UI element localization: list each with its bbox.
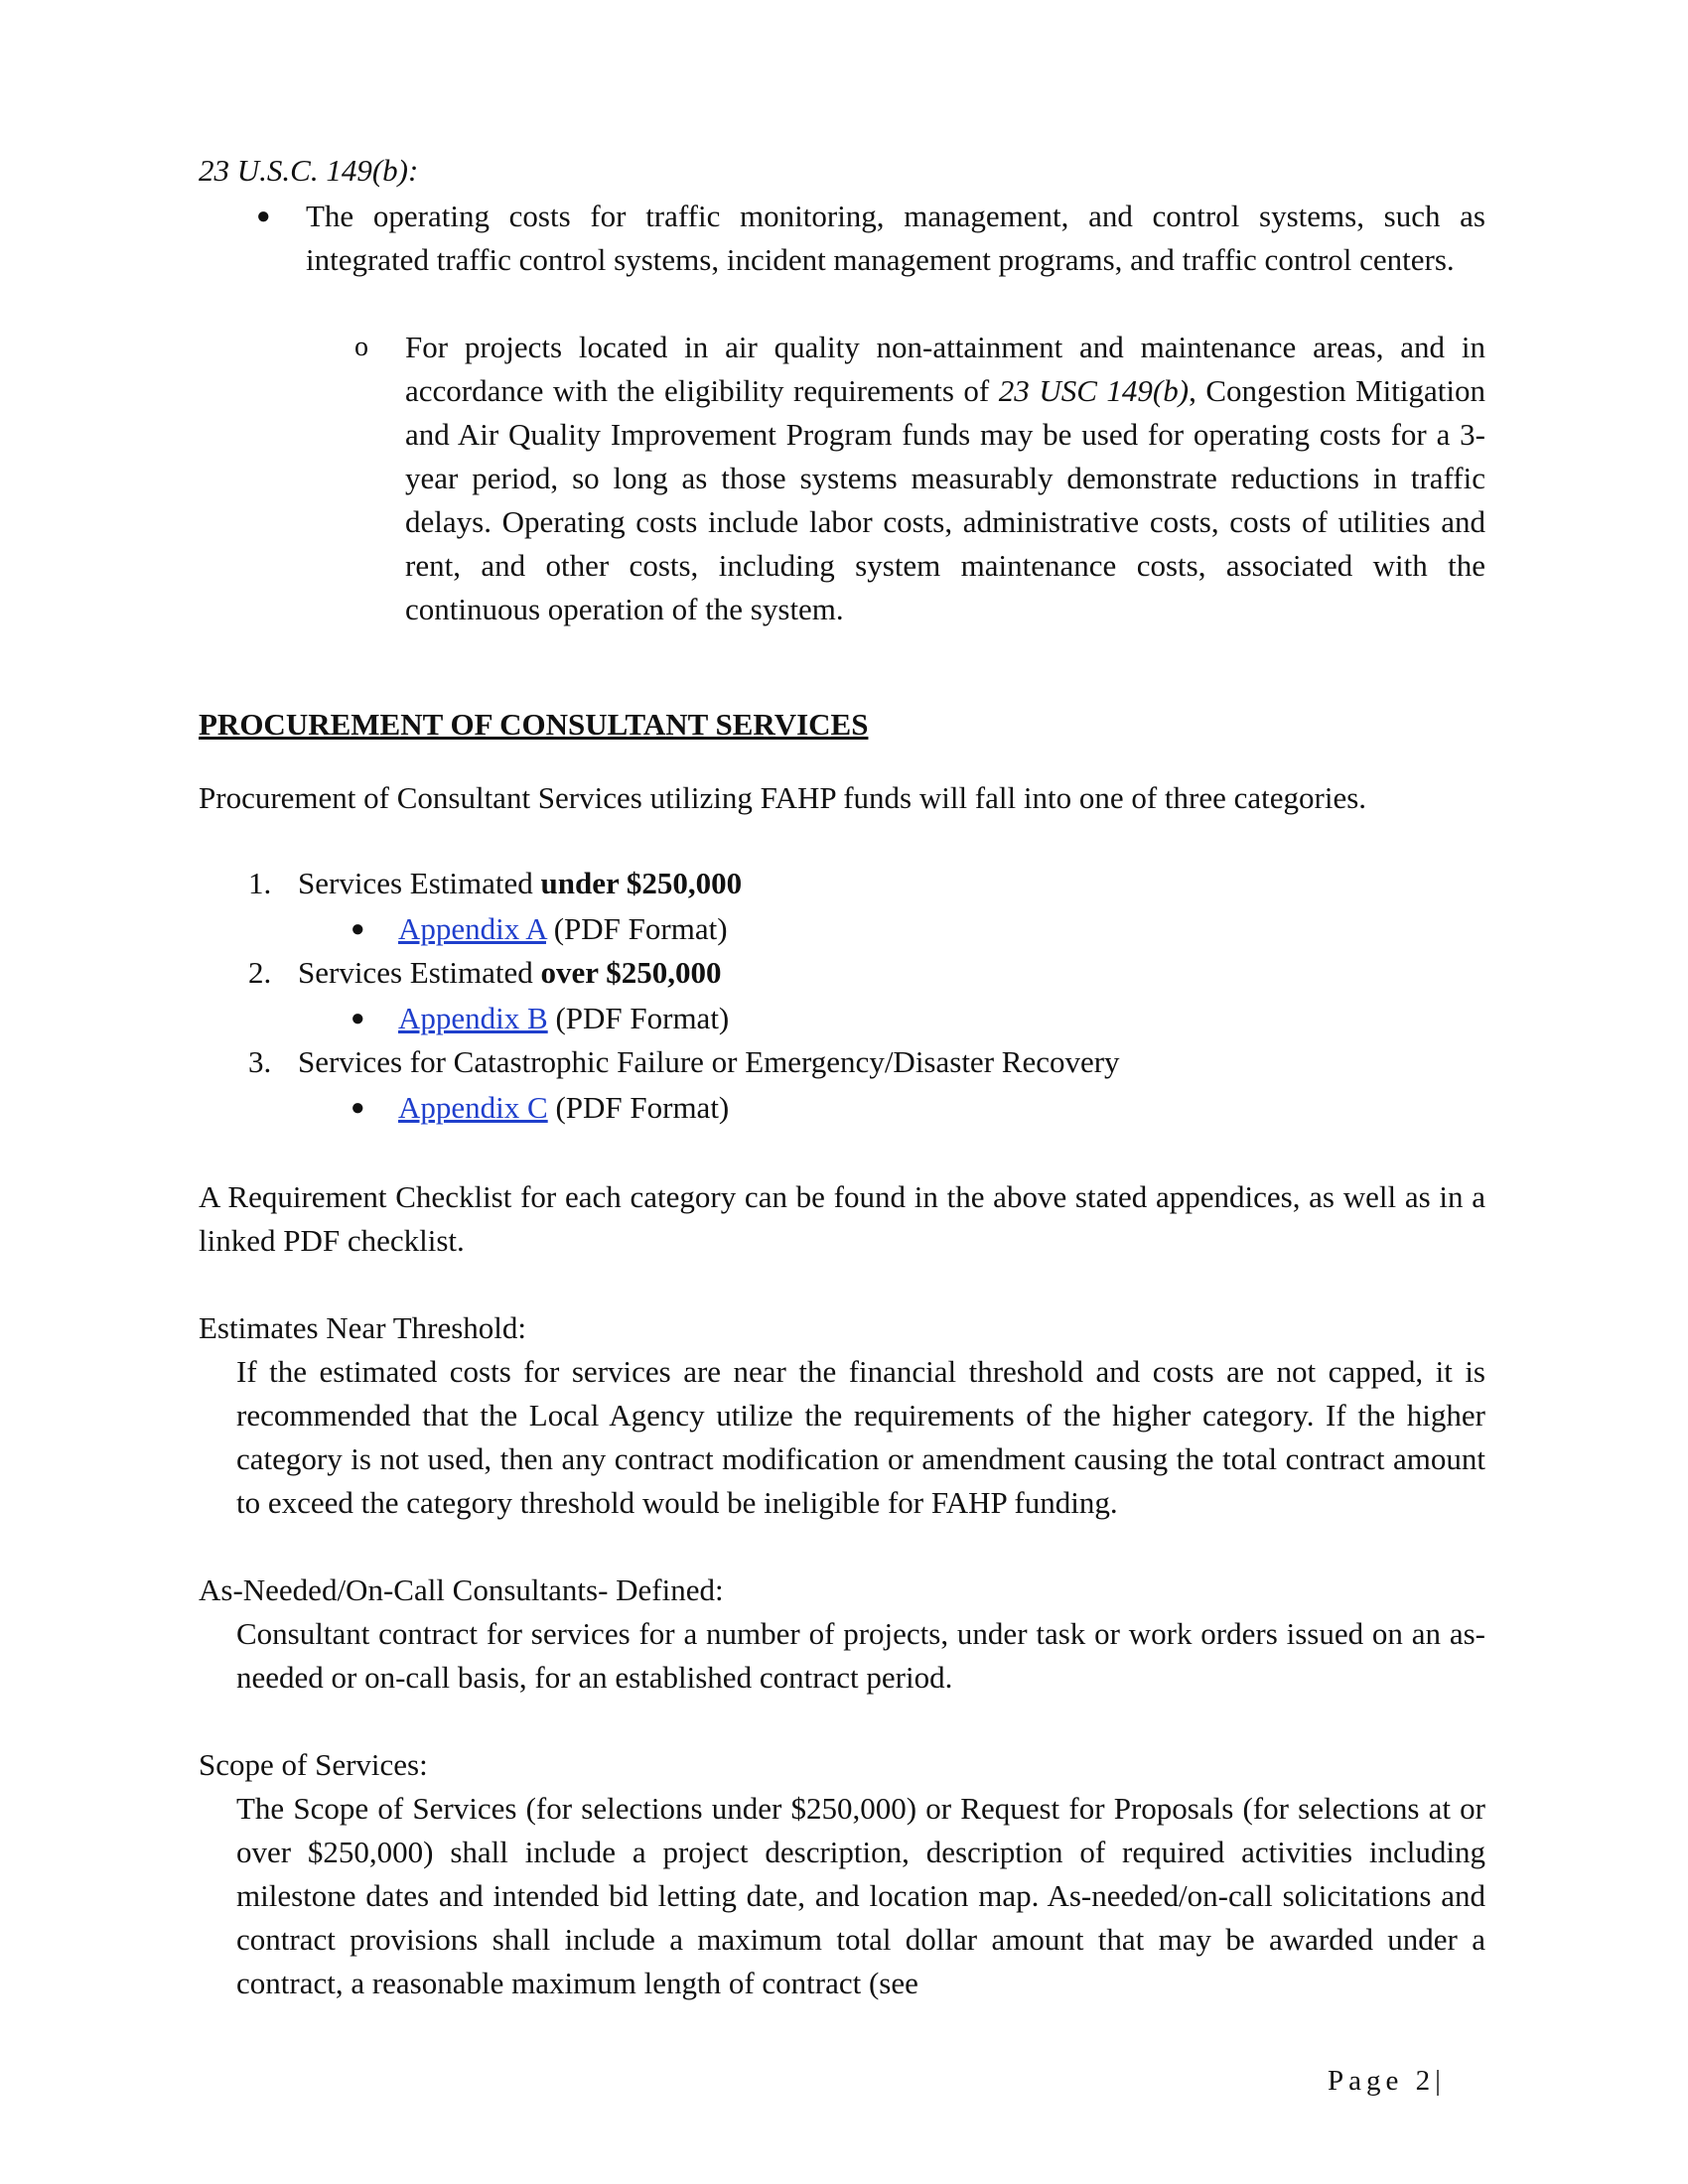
statute-reference-inline: 23 USC 149(b) bbox=[998, 373, 1190, 408]
bullet-marker: ● bbox=[351, 1006, 365, 1031]
section-intro: Procurement of Consultant Services utilizing FAHP funds will fall into one of three categories. bbox=[199, 780, 1367, 815]
sub-bullet-text-before: For projects located in air quality non-attainment and maintenance areas, and in accordance with the eligibility requirements of bbox=[405, 330, 1485, 408]
appendix-format: (PDF Format) bbox=[545, 911, 728, 946]
category-item bbox=[298, 1040, 1120, 1084]
category-number: 3. bbox=[248, 1044, 272, 1079]
category-number: 1. bbox=[248, 866, 272, 900]
appendix-c-link[interactable]: Appendix C bbox=[398, 1090, 548, 1125]
category-label: Services Estimated bbox=[298, 866, 541, 900]
section-heading: PROCUREMENT OF CONSULTANT SERVICES bbox=[199, 707, 869, 742]
appendix-item bbox=[398, 997, 729, 1040]
scope-body: The Scope of Services (for selections under $250,000) or Request for Proposals (for selections at or over $250,000) shall include a project description, description of required activities including milestone dates and intended bid letting date, and location map. As-needed/on-call solicitations and contract provisions shall include a maximum total dollar amount that may be awarded under a contract, a reasonable maximum length of contract (see bbox=[236, 1791, 1485, 2000]
category-item bbox=[298, 862, 742, 905]
statute-reference: 23 U.S.C. 149(b): bbox=[199, 153, 419, 188]
threshold-body: If the estimated costs for services are near the financial threshold and costs are not capped, it is recommended that the Local Agency utilize the requirements of the higher category. If the higher category is not used, then any contract modification or amendment causing the total contract amount to exceed the category threshold would be ineligible for FAHP funding. bbox=[236, 1354, 1485, 1520]
category-item bbox=[298, 951, 721, 995]
appendix-format: (PDF Format) bbox=[547, 1090, 730, 1125]
sub-bullet-marker: o bbox=[354, 332, 368, 362]
scope-heading: Scope of Services: bbox=[199, 1747, 428, 1782]
appendix-item bbox=[398, 1086, 729, 1130]
category-label: Services for Catastrophic Failure or Emergency/Disaster Recovery bbox=[298, 1044, 1120, 1079]
appendix-format: (PDF Format) bbox=[547, 1001, 730, 1035]
bullet-marker: ● bbox=[351, 916, 365, 942]
threshold-heading: Estimates Near Threshold: bbox=[199, 1310, 527, 1345]
sub-bullet-cmaq bbox=[405, 326, 1485, 631]
category-threshold: over $250,000 bbox=[540, 955, 722, 990]
appendix-b-link[interactable]: Appendix B bbox=[398, 1001, 548, 1035]
sub-bullet-text-after: , Congestion Mitigation and Air Quality Improvement Program funds may be used for operating costs for a 3-year period, so long as those systems measurably demonstrate reductions in traffic delays. Operating costs include labor costs, administrative costs, costs of utilities and rent, and other costs, including system maintenance costs, associated with the continuous operation of the system. bbox=[405, 373, 1485, 626]
bullet-operating-costs: The operating costs for traffic monitoring, management, and control systems, such as integrated traffic control systems, incident management programs, and traffic control centers. bbox=[306, 199, 1485, 277]
category-label: Services Estimated bbox=[298, 955, 541, 990]
bullet-marker: ● bbox=[351, 1095, 365, 1121]
page-number: Page 2| bbox=[1328, 2065, 1446, 2097]
category-number: 2. bbox=[248, 955, 272, 990]
category-threshold: under $250,000 bbox=[540, 866, 743, 900]
oncall-body: Consultant contract for services for a number of projects, under task or work orders issued on an as-needed or on-call basis, for an established contract period. bbox=[236, 1616, 1485, 1695]
checklist-note: A Requirement Checklist for each category can be found in the above stated appendices, as well as in a linked PDF checklist. bbox=[199, 1179, 1485, 1258]
bullet-marker: ● bbox=[256, 204, 271, 229]
oncall-heading: As-Needed/On-Call Consultants- Defined: bbox=[199, 1572, 724, 1607]
appendix-a-link[interactable]: Appendix A bbox=[398, 911, 546, 946]
appendix-item bbox=[398, 907, 728, 951]
